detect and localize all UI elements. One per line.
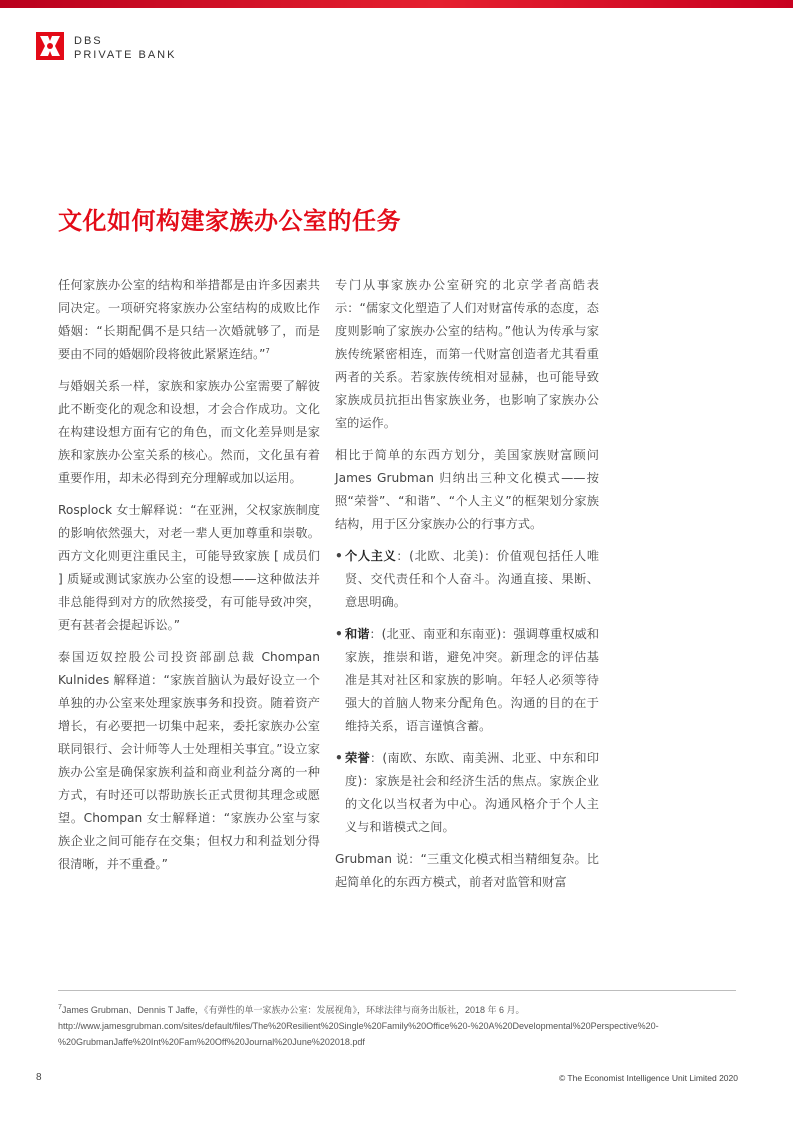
footnote-text[interactable]: James Grubman、Dennis T Jaffe，《有弹性的单一家族办公室：发展视角》，环球法律与商务出版社，2018 年 6 月。http://www.jamesgrubman.com/sites/default/files/The%20Resilient%20Single%20Family%20Office%20-%20A%20Developmental%20Perspective%20-%20GrubmanJaffe%20Int%20Fam%20Off%20Journal%20June%202018.pdf [58, 1005, 659, 1047]
right-paragraph-3: Grubman 说：“三重文化模式相当精细复杂。比起简单化的东西方模式，前者对监管和财富 [335, 852, 599, 889]
bullet-text: ：(北欧、北美)：价值观包括任人唯贤、交代责任和个人奋斗。沟通直接、果断、意思明确。 [345, 549, 600, 609]
bullet-dot: • [335, 751, 343, 765]
bullet-text: ：(北亚、南亚和东南亚)：强调尊重权威和家族，推崇和谐，避免冲突。新理念的评估基准是其对社区和家族的影响。年轻人必须等待强大的首脑人物来分配角色。沟通的目的在于维持关系，语言谨慎含蓄。 [345, 627, 600, 733]
right-paragraph-2: 相比于简单的东西方划分，美国家族财富顾问 James Grubman 归纳出三种文化模式——按照“荣誉”、“和谐”、“个人主义”的框架划分家族结构，用于区分家族办公的行事方式。 [335, 448, 599, 531]
dbs-logo [36, 32, 196, 62]
bullet-dot: • [335, 627, 343, 641]
page-title: 文化如何构建家族办公室的任务 [58, 207, 401, 235]
top-accent-bar [0, 0, 793, 8]
footnote [58, 1002, 738, 1050]
bullet-text: ：(南欧、东欧、南美洲、北亚、中东和印度)：家族是社会和经济生活的焦点。家族企业的文化以当权者为中心。沟通风格介于个人主义与和谐模式之间。 [345, 751, 600, 834]
right-paragraph-1: 专门从事家族办公室研究的北京学者高皓表示：“儒家文化塑造了人们对财富传承的态度，态度则影响了家族办公室的结构。”他认为传承与家族传统紧密相连，而第一代财富创造者尤其看重两者的关系。若家族传统相对显赫，也可能导致家族成员抗拒出售家族业务，也影响了家族办公室的运作。 [335, 278, 599, 430]
footnote-divider [58, 990, 736, 991]
logo-line-1: DBS [74, 35, 103, 47]
bullet-dot: • [335, 549, 343, 563]
bullet-term: 荣誉 [345, 751, 370, 765]
logo-line-2: PRIVATE BANK [74, 49, 177, 61]
bullet-term: 个人主义 [345, 549, 397, 563]
left-paragraph-1 [58, 274, 320, 366]
left-paragraph-1-text: 任何家族办公室的结构和举措都是由许多因素共同决定。一项研究将家族办公室结构的成败比作婚姻：“长期配偶不是只结一次婚就够了，而是要由不同的婚姻阶段将彼此紧紧连结。” [58, 278, 320, 361]
copyright: © The Economist Intelligence Unit Limited 2020 [558, 1073, 738, 1083]
bullet-harmony [335, 623, 599, 738]
bullet-term: 和谐 [345, 627, 370, 641]
left-paragraph-4: 泰国迈奴控股公司投资部副总裁 Chompan Kulnides 解释道：“家族首脑认为最好设立一个单独的办公室来处理家族事务和投资。随着资产增长，有必要把一切集中起来，委托家族办公室联同银行、会计师等人士处理相关事宜。”设立家族办公室是确保家族利益和商业利益分离的一种方式，有时还可以帮助族长正式贯彻其理念或愿望。Chompan 女士解释道：“家族办公室与家族企业之间可能存在交集；但权力和利益划分得很清晰，并不重叠。” [58, 650, 320, 871]
footnote-ref[interactable]: 7 [265, 346, 270, 355]
bullet-individualism [335, 545, 599, 614]
left-paragraph-2: 与婚姻关系一样，家族和家族办公室需要了解彼此不断变化的观念和设想，才会合作成功。文化在构建设想方面有它的角色，而文化差异则是家族和家族办公室关系的核心。然而，文化虽有着重要作用，却未必得到充分理解或加以运用。 [58, 379, 320, 485]
right-column [335, 274, 599, 903]
bullet-honor [335, 747, 599, 839]
footnote-number: 7 [58, 1004, 62, 1011]
left-column [58, 274, 320, 885]
page-number: 8 [36, 1072, 42, 1083]
logo-text [74, 34, 176, 62]
left-paragraph-3: Rosplock 女士解释说：“在亚洲，父权家族制度的影响依然强大，对老一辈人更加尊重和崇敬。西方文化则更注重民主，可能导致家族 [ 成员们 ] 质疑或测试家族办公室的设想——这种做法并非总能得到对方的欣然接受，有可能导致冲突，更有甚者会提起诉讼。” [58, 503, 320, 632]
dbs-star-icon [36, 32, 64, 60]
